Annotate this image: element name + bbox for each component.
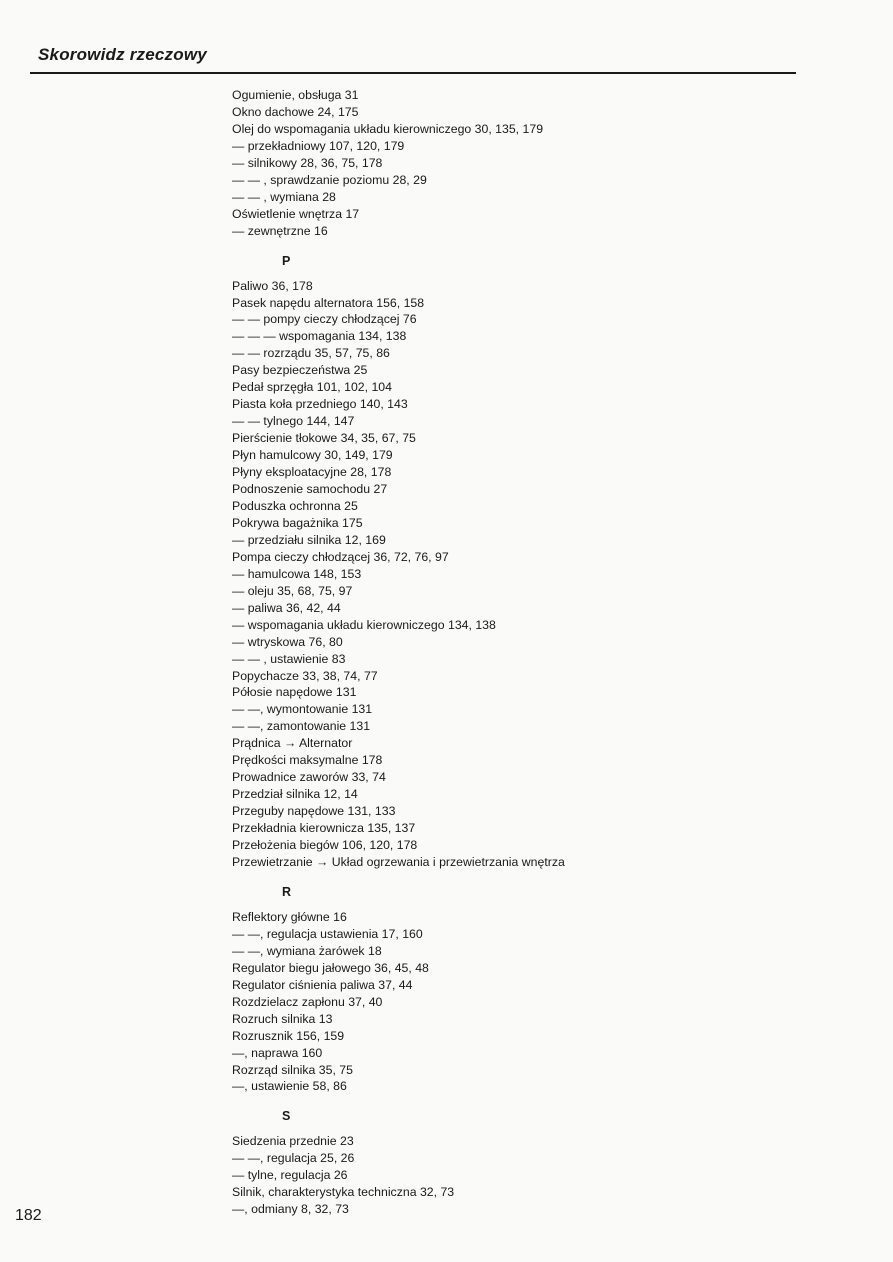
index-entry: Pasy bezpieczeństwa 25: [232, 363, 368, 378]
header-rule: [30, 72, 796, 74]
index-entry: Pompa cieczy chłodzącej 36, 72, 76, 97: [232, 549, 449, 564]
index-list: [232, 87, 832, 1218]
index-entry: Pedał sprzęgła 101, 102, 104: [232, 380, 392, 395]
index-entry: Regulator biegu jałowego 36, 45, 48: [232, 960, 429, 975]
index-entry: — — , ustawienie 83: [232, 651, 346, 666]
index-entry: —, naprawa 160: [232, 1045, 323, 1060]
index-entry: Ogumienie, obsługa 31: [232, 88, 359, 102]
index-entry: Reflektory główne 16: [232, 909, 347, 924]
index-entry: Siedzenia przednie 23: [232, 1134, 354, 1149]
index-entry: Piasta koła przedniego 140, 143: [232, 397, 408, 412]
section-letter-heading: S: [282, 1109, 291, 1124]
index-section: [232, 246, 832, 871]
index-entry: — — — wspomagania 134, 138: [232, 329, 407, 344]
index-entry: — wspomagania układu kierowniczego 134, 138: [232, 617, 496, 632]
index-entry: Pierścienie tłokowe 34, 35, 67, 75: [232, 431, 416, 446]
index-entry: — silnikowy 28, 36, 75, 178: [232, 155, 383, 170]
index-entry: — — , sprawdzanie poziomu 28, 29: [232, 172, 427, 187]
index-entry: — —, wymiana żarówek 18: [232, 943, 382, 958]
index-entry: Podnoszenie samochodu 27: [232, 482, 388, 497]
index-entry: — — pompy cieczy chłodzącej 76: [232, 312, 417, 327]
index-entry: Przewietrzanie → Układ ogrzewania i przewietrzania wnętrza: [232, 854, 565, 869]
index-entry: Przedział silnika 12, 14: [232, 787, 358, 802]
index-entry: — hamulcowa 148, 153: [232, 566, 362, 581]
index-entry: Pokrywa bagażnika 175: [232, 515, 363, 530]
index-entry: — — , wymiana 28: [232, 189, 336, 204]
index-entry: Rozrusznik 156, 159: [232, 1028, 345, 1043]
index-entry: Prądnica → Alternator: [232, 736, 353, 751]
index-section: [232, 1101, 832, 1218]
index-entry: Pasek napędu alternatora 156, 158: [232, 295, 425, 310]
index-entry: — przekładniowy 107, 120, 179: [232, 138, 405, 153]
section-letter-heading: R: [282, 884, 292, 899]
index-entry: — tylne, regulacja 26: [232, 1168, 348, 1183]
index-entry: —, ustawienie 58, 86: [232, 1079, 347, 1094]
index-section: [232, 877, 832, 1095]
page-header-title: Skorowidz rzeczowy: [38, 45, 207, 64]
index-entry: Regulator ciśnienia paliwa 37, 44: [232, 977, 413, 992]
index-entry: — — rozrządu 35, 57, 75, 86: [232, 346, 390, 361]
index-entry: Olej do wspomagania układu kierowniczego 30, 135, 179: [232, 121, 544, 136]
page-number: 182: [15, 1207, 42, 1224]
index-entry: Przeguby napędowe 131, 133: [232, 804, 396, 819]
index-entry: — —, regulacja ustawienia 17, 160: [232, 926, 423, 941]
index-entry: — zewnętrzne 16: [232, 223, 328, 238]
index-entry: — paliwa 36, 42, 44: [232, 600, 341, 615]
index-entry: Płyny eksploatacyjne 28, 178: [232, 465, 392, 480]
index-entry: Silnik, charakterystyka techniczna 32, 73: [232, 1185, 455, 1200]
index-entry: Rozrząd silnika 35, 75: [232, 1062, 353, 1077]
index-entry: Półosie napędowe 131: [232, 685, 357, 700]
index-entry: Płyn hamulcowy 30, 149, 179: [232, 448, 393, 463]
index-entry: Oświetlenie wnętrza 17: [232, 206, 360, 221]
index-entry: —, odmiany 8, 32, 73: [232, 1202, 349, 1217]
index-entry: Rozruch silnika 13: [232, 1011, 333, 1026]
index-entry: Okno dachowe 24, 175: [232, 104, 359, 119]
index-entry: Przełożenia biegów 106, 120, 178: [232, 838, 418, 853]
index-entry: Popychacze 33, 38, 74, 77: [232, 668, 378, 683]
index-entry: — —, regulacja 25, 26: [232, 1151, 355, 1166]
index-entry: — wtryskowa 76, 80: [232, 634, 343, 649]
index-entry: — —, wymontowanie 131: [232, 702, 373, 717]
index-entry: Poduszka ochronna 25: [232, 498, 358, 513]
index-entry: — przedziału silnika 12, 169: [232, 532, 386, 547]
index-entry: — oleju 35, 68, 75, 97: [232, 583, 353, 598]
index-entry: Rozdzielacz zapłonu 37, 40: [232, 994, 383, 1009]
index-section: [232, 87, 832, 240]
index-entry: Paliwo 36, 178: [232, 278, 313, 293]
index-entry: — —, zamontowanie 131: [232, 719, 371, 734]
index-entry: Prędkości maksymalne 178: [232, 753, 383, 768]
index-entry: Przekładnia kierownicza 135, 137: [232, 821, 416, 836]
section-letter-heading: P: [282, 253, 291, 268]
index-entry: — — tylnego 144, 147: [232, 414, 355, 429]
index-entry: Prowadnice zaworów 33, 74: [232, 770, 386, 785]
